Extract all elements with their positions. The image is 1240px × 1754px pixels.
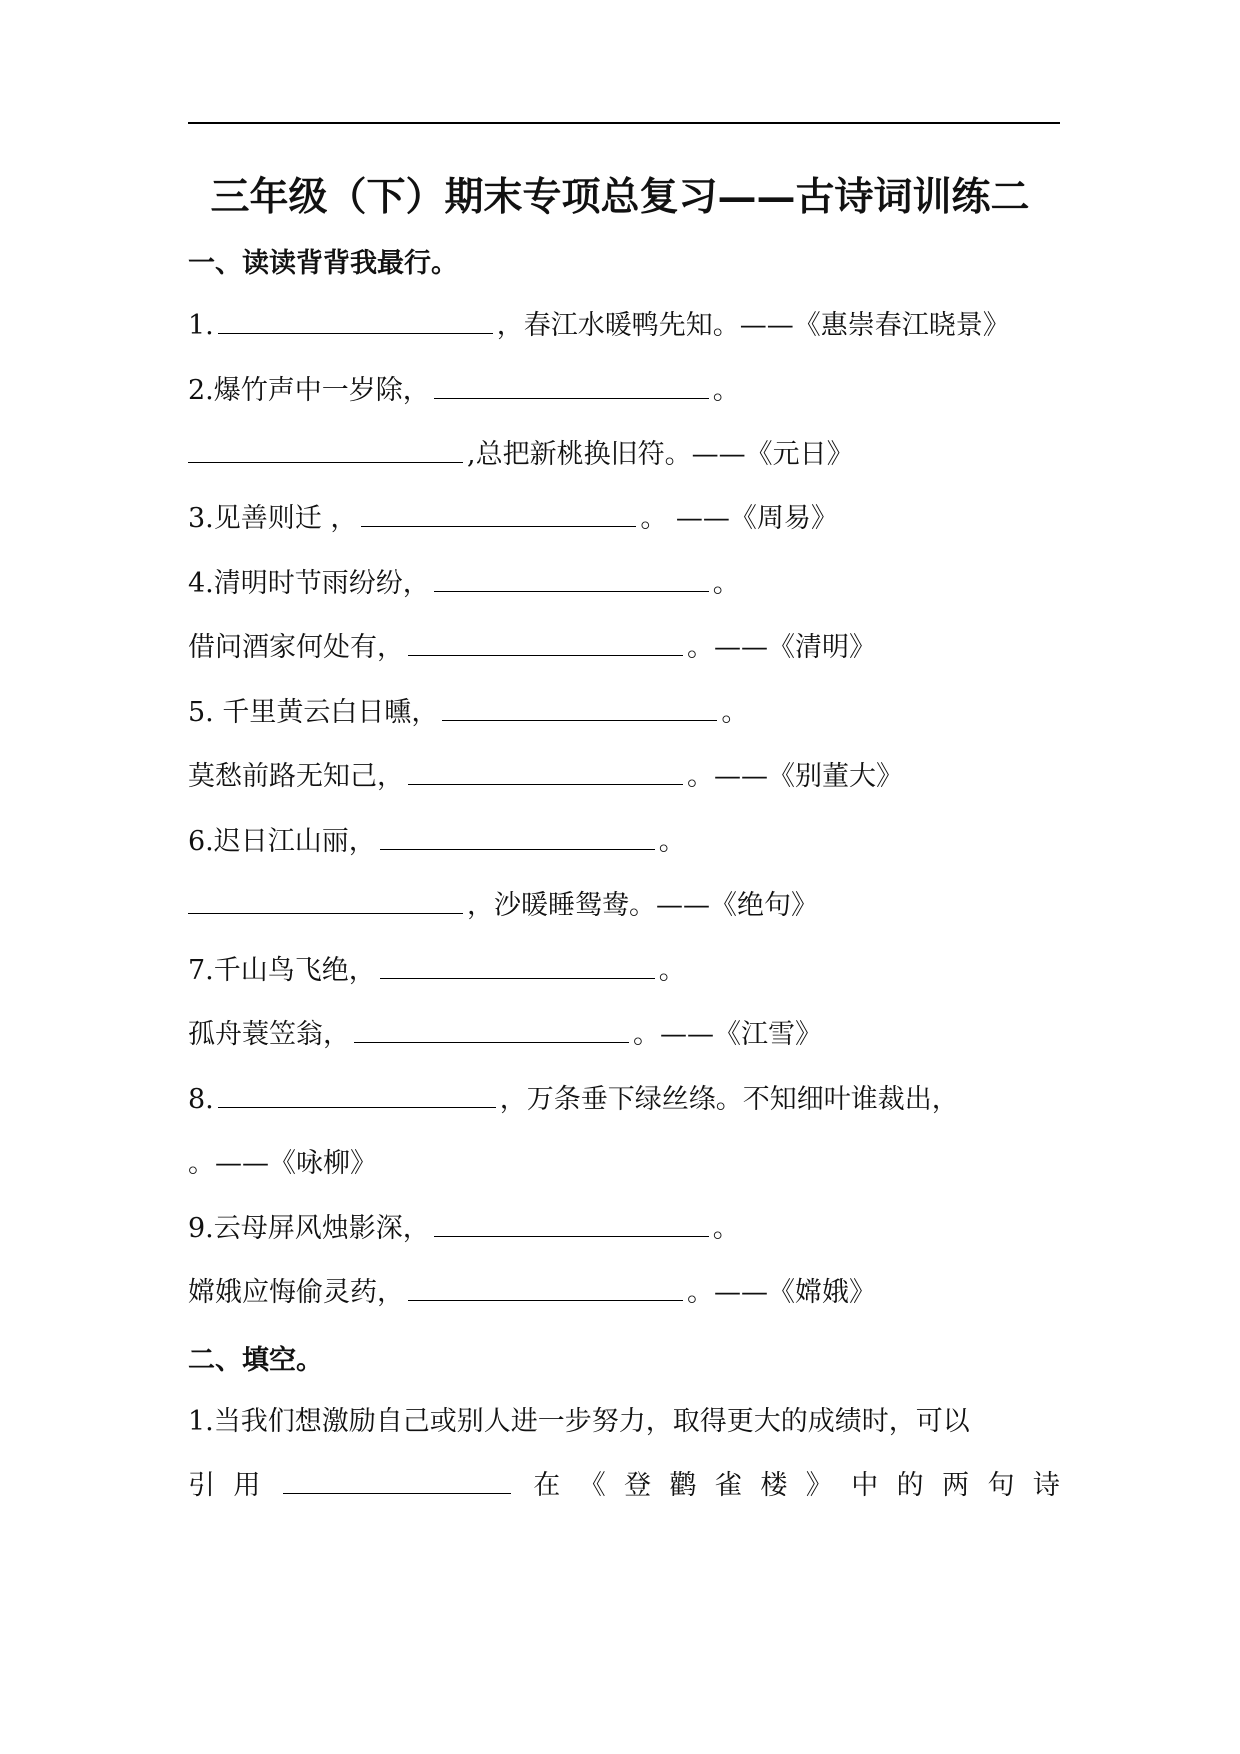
answer-blank[interactable]: [188, 436, 463, 463]
char: 楼: [760, 1470, 788, 1501]
poem-line-14: [188, 1144, 377, 1184]
char: 中: [851, 1470, 879, 1501]
line-text: 嫦娥应悔偷灵药，: [188, 1277, 404, 1308]
answer-blank[interactable]: [442, 694, 717, 721]
poem-line-13: [188, 1080, 959, 1120]
line-text: 8.: [188, 1084, 214, 1115]
line-text: 1.: [188, 310, 214, 341]
line-text: 6.迟日江山丽，: [188, 826, 376, 857]
poem-line-15: [188, 1209, 740, 1249]
answer-blank[interactable]: [218, 307, 493, 334]
section-1-heading: 一、读读背背我最行。: [188, 248, 458, 279]
fill-question-1-line-1: 1.当我们想激励自己或别人进一步努力，取得更大的成绩时，可以: [188, 1406, 970, 1437]
line-text: 莫愁前路无知己，: [188, 761, 404, 792]
poem-line-16: [188, 1273, 876, 1313]
line-text: 9.云母屏风烛影深，: [188, 1213, 430, 1244]
line-text: ,总把新桃换旧符。——《元日》: [467, 439, 854, 470]
line-text: 4.清明时节雨纷纷，: [188, 568, 430, 599]
poem-line-3: [188, 435, 854, 475]
line-text: 。: [712, 375, 740, 406]
line-text: ，春江水暖鸭先知。——《惠崇春江晓景》: [496, 310, 1010, 341]
char: 诗: [1032, 1470, 1060, 1501]
poem-line-7: [188, 693, 748, 733]
answer-blank[interactable]: [434, 1210, 709, 1237]
answer-blank[interactable]: [354, 1016, 629, 1043]
line-text: 。——《别董大》: [687, 761, 903, 792]
poem-line-11: [188, 951, 686, 991]
line-text: 5. 千里黄云白日曛，: [188, 697, 439, 728]
line-text: 3.见善则迁 ，: [188, 503, 358, 534]
line-text: 。: [712, 1213, 740, 1244]
answer-blank[interactable]: [188, 887, 463, 914]
line-text: 。: [658, 955, 686, 986]
char: 雀: [714, 1470, 742, 1501]
line-text: 。: [712, 568, 740, 599]
char: 《: [578, 1470, 606, 1501]
poem-line-4: [188, 499, 838, 539]
char: 在: [533, 1470, 561, 1501]
answer-blank[interactable]: [218, 1081, 496, 1108]
answer-blank[interactable]: [434, 372, 709, 399]
answer-blank[interactable]: [408, 629, 683, 656]
answer-blank[interactable]: [408, 1274, 683, 1301]
char: 鹳: [669, 1470, 697, 1501]
poem-line-2: [188, 371, 740, 411]
line-text: 2.爆竹声中一岁除，: [188, 375, 430, 406]
char: 用: [233, 1470, 261, 1501]
answer-blank[interactable]: [283, 1467, 511, 1494]
line-text: 孤舟蓑笠翁，: [188, 1019, 350, 1050]
line-text: 。——《江雪》: [633, 1019, 822, 1050]
poem-line-6: [188, 628, 876, 668]
poem-line-10: [188, 886, 818, 926]
poem-line-12: [188, 1015, 822, 1055]
answer-blank[interactable]: [434, 565, 709, 592]
line-text: 。: [721, 697, 749, 728]
line-text: 。——《清明》: [687, 632, 876, 663]
section-2-heading: 二、填空。: [188, 1345, 323, 1376]
line-text: 。: [658, 826, 686, 857]
line-text: 。 ——《周易》: [640, 503, 838, 534]
line-text: 7.千山鸟飞绝，: [188, 955, 376, 986]
fill-question-1-line-2: [188, 1466, 1060, 1506]
char: 登: [624, 1470, 652, 1501]
page-title: 三年级（下）期末专项总复习——古诗词训练二: [210, 174, 1030, 220]
char: 引: [188, 1470, 215, 1501]
char: 两: [942, 1470, 970, 1501]
answer-blank[interactable]: [408, 758, 683, 785]
answer-blank[interactable]: [380, 823, 655, 850]
line-text: ，万条垂下绿丝绦。不知细叶谁裁出，: [499, 1084, 959, 1115]
header-rule: [188, 122, 1060, 124]
poem-line-1: [188, 306, 1010, 346]
char: 》: [805, 1470, 833, 1501]
char: 的: [896, 1470, 924, 1501]
poem-line-8: [188, 757, 903, 797]
answer-blank[interactable]: [380, 952, 655, 979]
line-text: 。——《嫦娥》: [687, 1277, 876, 1308]
char: 句: [987, 1470, 1015, 1501]
poem-line-9: [188, 822, 686, 862]
line-text: ，沙暖睡鸳鸯。——《绝句》: [467, 890, 818, 921]
line-text: 借问酒家何处有，: [188, 632, 404, 663]
line-text: 。——《咏柳》: [188, 1148, 377, 1179]
poem-line-5: [188, 564, 740, 604]
answer-blank[interactable]: [361, 500, 636, 527]
